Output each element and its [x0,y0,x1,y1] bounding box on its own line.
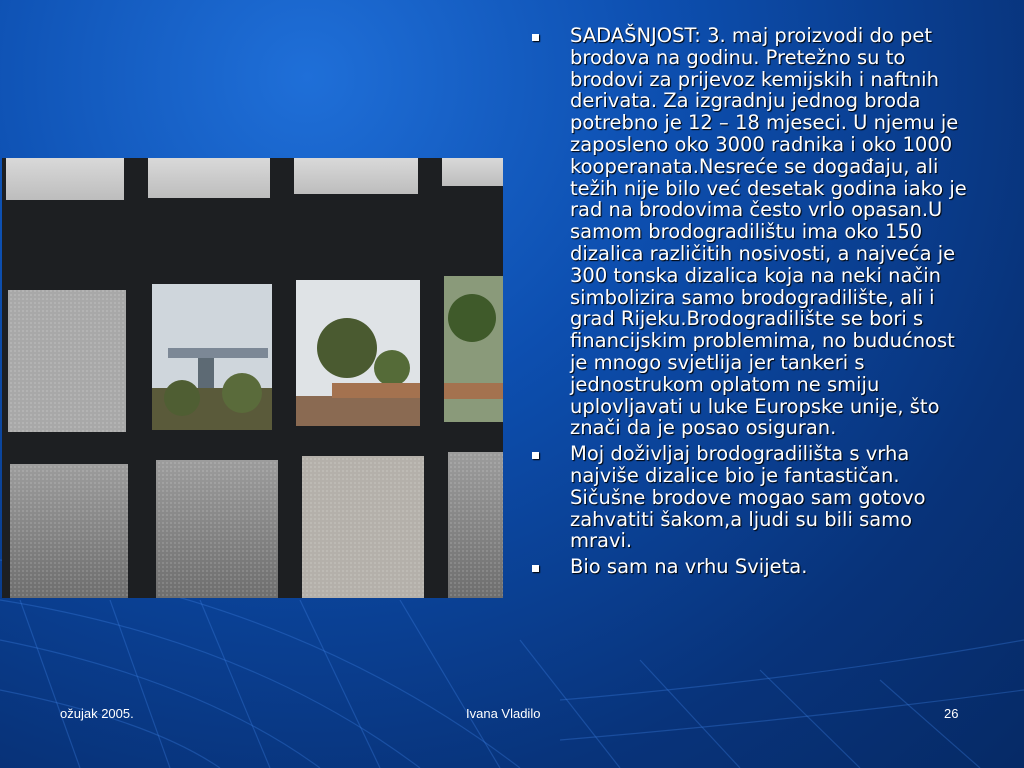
bullet-item-top-of-world [527,556,967,578]
bullet-item-present [527,25,967,439]
bullet-text: Bio sam na vrhu Svijeta. [570,555,808,579]
square-bullet-icon [532,565,539,572]
bullet-item-experience [527,443,967,552]
square-bullet-icon [532,34,539,41]
square-bullet-icon [532,452,539,459]
footer-author: Ivana Vladilo [466,706,541,721]
bullet-text: Moj doživljaj brodogradilišta s vrha najviše dizalice bio je fantastičan. Sičušne brodove mogao sam gotovo zahvatiti šakom,a ljudi su bili samo mravi. [570,442,926,553]
footer-page-number: 26 [944,706,959,721]
slide-text-panel [527,25,967,582]
bullet-text: SADAŠNJOST: 3. maj proizvodi do pet brodova na godinu. Pretežno su to brodovi za prijevoz kemijskih i naftnih derivata. Za izgradnju jednog broda potrebno je 12 – 18 mjeseci. U njemu je zaposleno oko 3000 radnika i oko 1000 kooperanata.Nesreće se događaju, ali težih nije bilo već desetak godina iako je rad na brodovima često vrlo opasan.U samom brodogradilištu ima oko 150 dizalica različitih nosivosti, a najveća je 300 tonska dizalica koja na neki način simbolizira samo brodogradilište, ali i grad Rijeku.Brodogradilište se bori s financijskim problemima, no budućnost je mnogo svjetlija jer tankeri s jednostrukom oplatom ne smiju uplovljavati u luke Europske unije, što znači da je posao osiguran. [570,24,967,440]
footer-date: ožujak 2005. [60,706,134,721]
shipyard-window-photo [2,158,503,598]
bullet-list [527,25,967,578]
